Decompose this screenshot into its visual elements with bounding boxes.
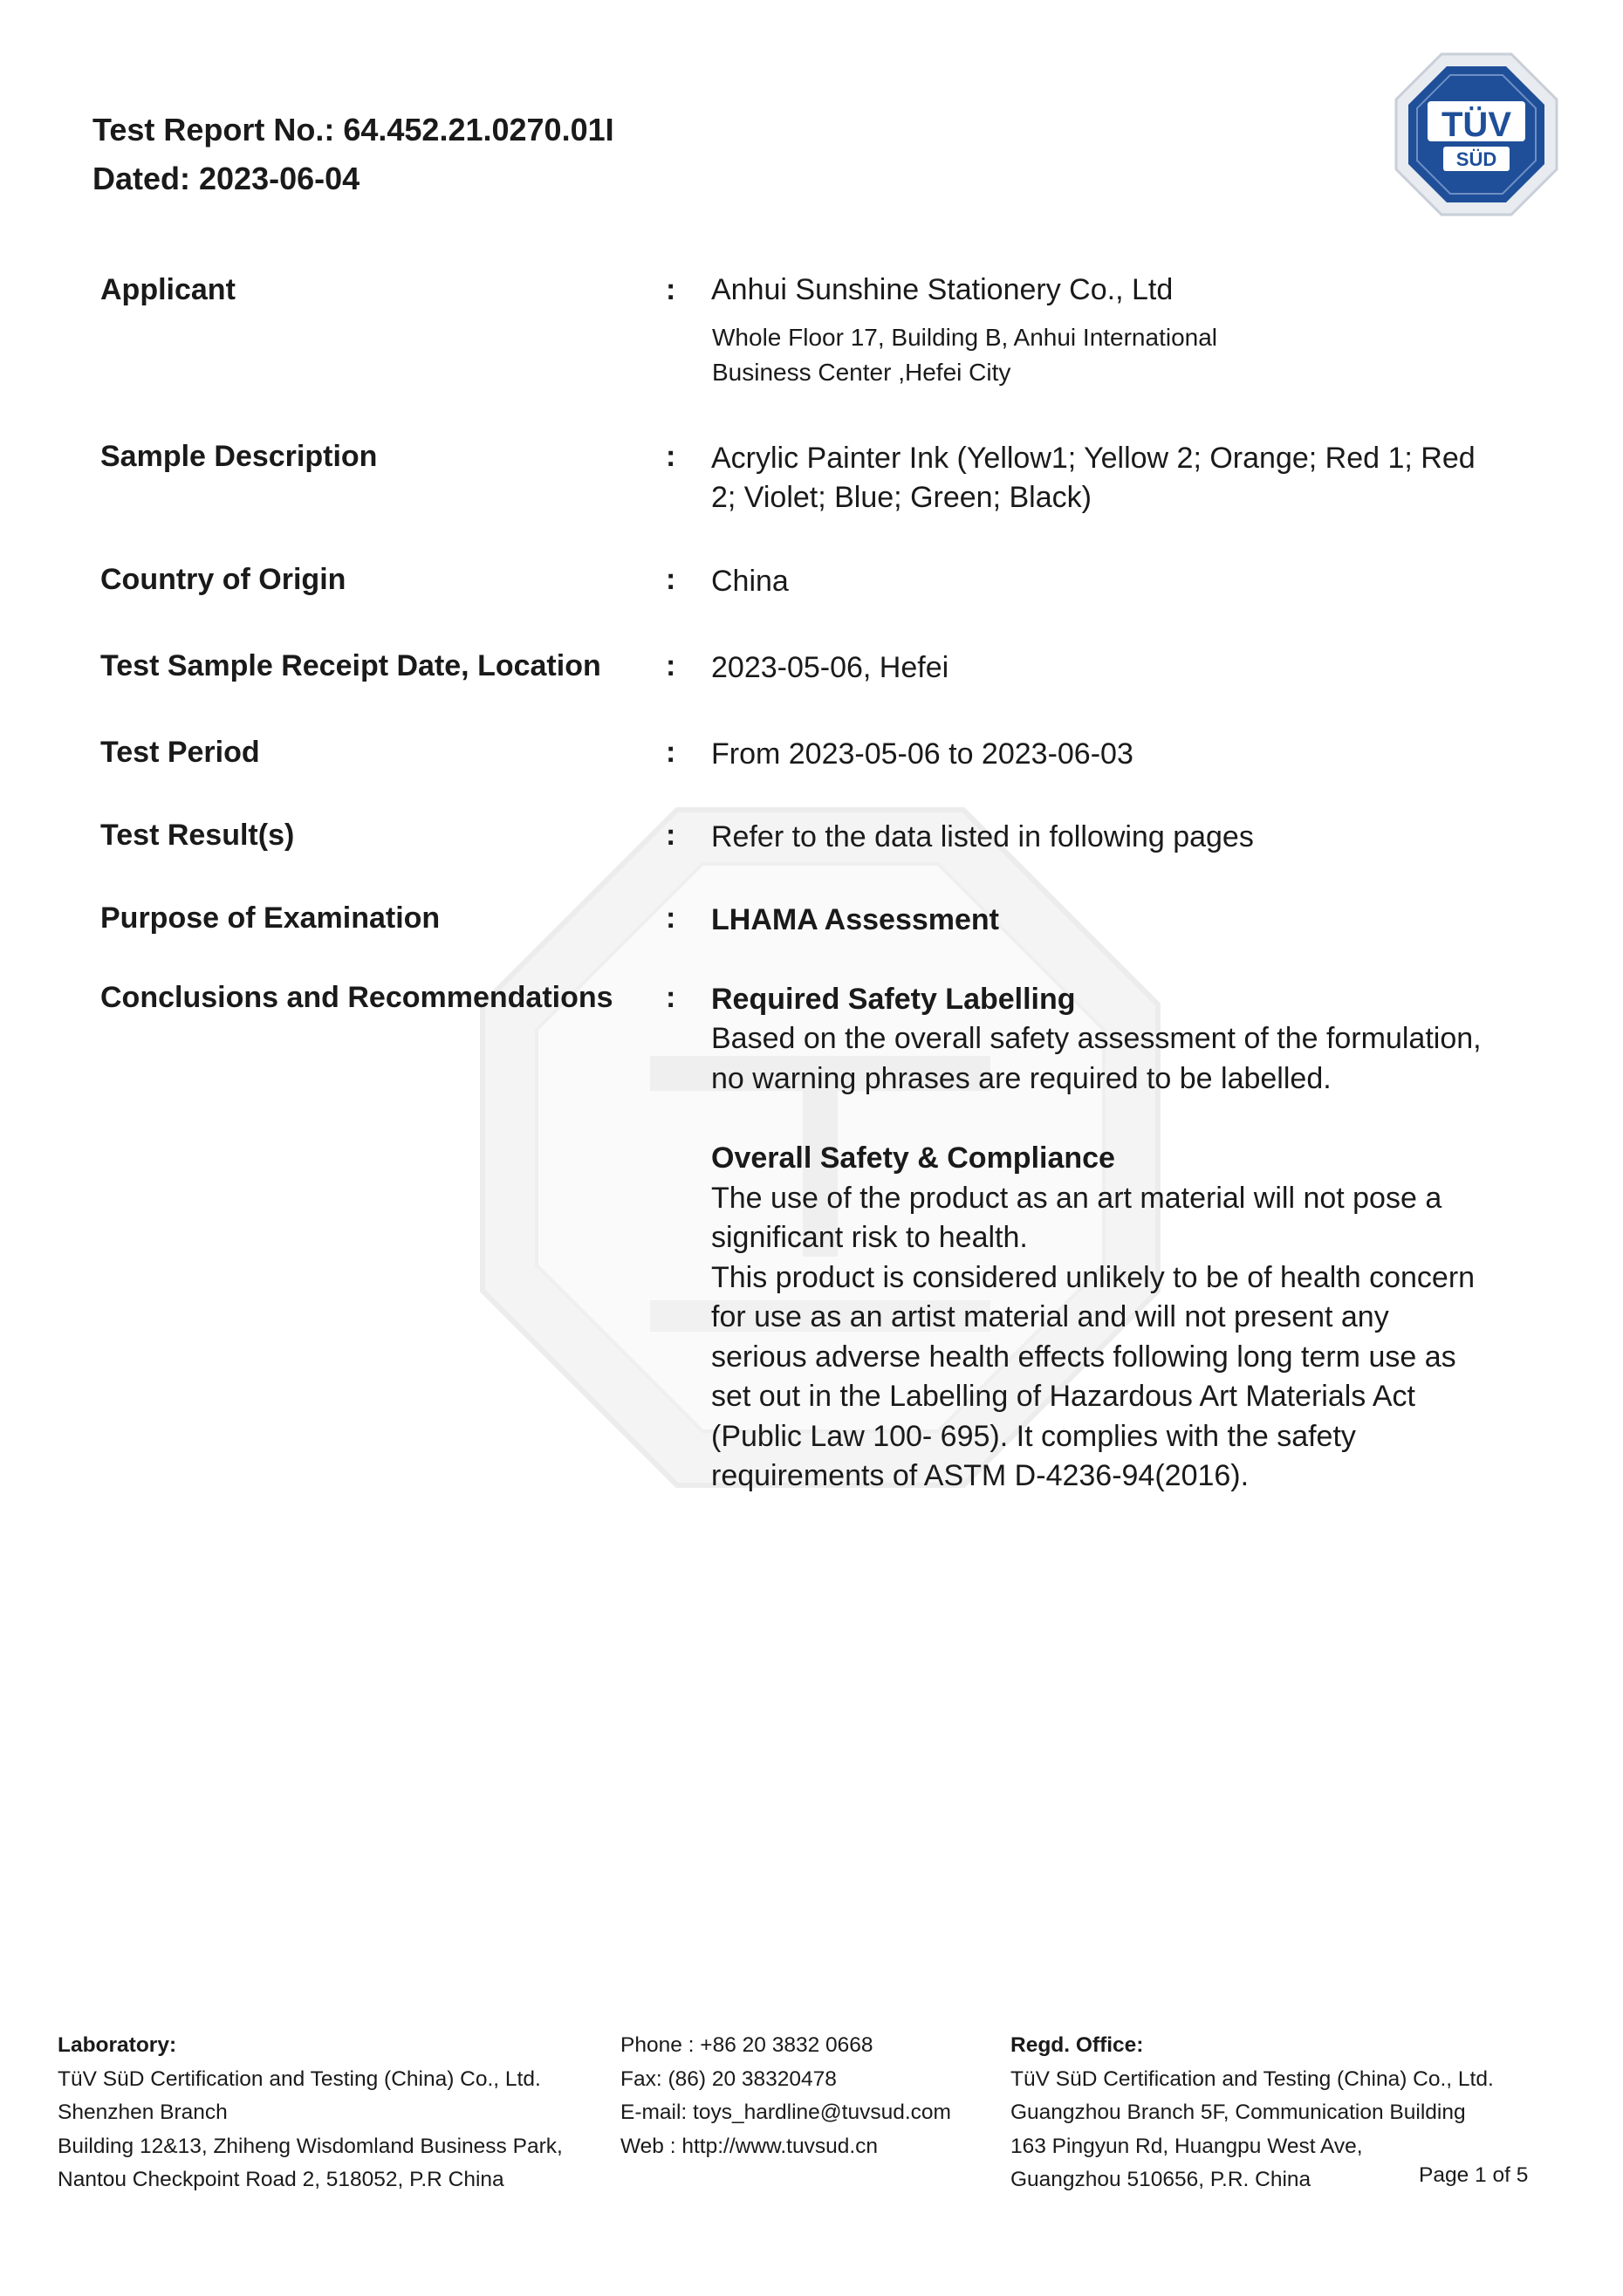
footer-laboratory-title: Laboratory: [58, 2033, 177, 2057]
footer-office-title: Regd. Office: [1010, 2033, 1144, 2057]
footer-office-line: 163 Pingyun Rd, Huangpu West Ave, [1010, 2134, 1363, 2158]
conclusions-colon: : [666, 981, 676, 1014]
conclusions-text2-line: significant risk to health. [711, 1221, 1028, 1254]
purpose-colon: : [666, 901, 676, 935]
test-period-value: From 2023-05-06 to 2023-06-03 [711, 737, 1133, 771]
footer-phone: Phone : +86 20 3832 0668 [620, 2033, 873, 2057]
conclusions-text2-line: for use as an artist material and will not present any [711, 1300, 1389, 1333]
purpose-label: Purpose of Examination [100, 901, 441, 935]
applicant-address-line1: Whole Floor 17, Building B, Anhui International [712, 324, 1218, 351]
conclusions-text2-line: (Public Law 100- 695). It complies with the safety [711, 1420, 1356, 1453]
sample-description-line2: 2; Violet; Blue; Green; Black) [711, 481, 1092, 514]
footer-fax: Fax: (86) 20 38320478 [620, 2066, 837, 2091]
footer-laboratory [58, 2029, 563, 2197]
applicant-colon: : [666, 273, 676, 306]
purpose-value: LHAMA Assessment [711, 903, 1000, 936]
sample-description-line1: Acrylic Painter Ink (Yellow1; Yellow 2; Orange; Red 1; Red [711, 442, 1476, 475]
conclusions-text2-line: This product is considered unlikely to be of health concern [711, 1261, 1476, 1294]
test-results-label: Test Result(s) [100, 819, 295, 852]
applicant-name: Anhui Sunshine Stationery Co., Ltd [711, 273, 1174, 306]
test-period-colon: : [666, 736, 676, 769]
conclusions-text1-line2: no warning phrases are required to be labelled. [711, 1062, 1332, 1095]
country-of-origin-value: China [711, 565, 789, 598]
receipt-value: 2023-05-06, Hefei [711, 651, 949, 684]
footer-office-line: Guangzhou Branch 5F, Communication Building [1010, 2101, 1466, 2124]
footer-office-line: TüV SüD Certification and Testing (China) Co., Ltd. [1010, 2066, 1494, 2091]
logo-text-sud: SÜD [1455, 148, 1497, 170]
footer-laboratory-line: Nantou Checkpoint Road 2, 518052, P.R China [58, 2168, 504, 2191]
receipt-colon: : [666, 649, 676, 682]
applicant-address-line2: Business Center ,Hefei City [712, 359, 1011, 386]
country-of-origin-colon: : [666, 563, 676, 596]
page-number: Page 1 of 5 [1419, 2163, 1529, 2187]
conclusions-heading-safety-labelling: Required Safety Labelling [711, 983, 1076, 1016]
footer-email[interactable]: E-mail: toys_hardline@tuvsud.com [620, 2101, 951, 2124]
conclusions-label: Conclusions and Recommendations [100, 981, 613, 1014]
conclusions-text2-line: serious adverse health effects following long term use as [711, 1340, 1456, 1374]
test-period-label: Test Period [100, 736, 260, 769]
footer-contact [620, 2029, 951, 2163]
footer-laboratory-line: TüV SüD Certification and Testing (China) Co., Ltd. [58, 2066, 541, 2091]
logo-text-tuv: TÜV [1442, 106, 1511, 144]
sample-description-colon: : [666, 440, 676, 473]
report-number: Test Report No.: 64.452.21.0270.01I [92, 112, 614, 147]
footer-laboratory-line: Building 12&13, Zhiheng Wisdomland Business Park, [58, 2134, 563, 2158]
test-results-value: Refer to the data listed in following pages [711, 820, 1254, 853]
footer-web[interactable]: Web : http://www.tuvsud.cn [620, 2134, 879, 2158]
receipt-label: Test Sample Receipt Date, Location [100, 649, 601, 682]
conclusions-heading-overall-safety: Overall Safety & Compliance [711, 1141, 1115, 1175]
tuv-sud-logo [1393, 51, 1560, 218]
conclusions-text2-line: set out in the Labelling of Hazardous Art Materials Act [711, 1380, 1416, 1413]
footer-laboratory-line: Shenzhen Branch [58, 2101, 228, 2124]
sample-description-label: Sample Description [100, 440, 378, 473]
conclusions-text1-line1: Based on the overall safety assessment of the formulation, [711, 1022, 1482, 1055]
conclusions-text2-line: requirements of ASTM D-4236-94(2016). [711, 1459, 1250, 1492]
report-date: Dated: 2023-06-04 [92, 161, 360, 196]
country-of-origin-label: Country of Origin [100, 563, 346, 596]
conclusions-text2-line: The use of the product as an art material will not pose a [711, 1182, 1442, 1215]
footer-office-line: Guangzhou 510656, P.R. China [1010, 2168, 1311, 2191]
applicant-label: Applicant [100, 273, 236, 306]
test-results-colon: : [666, 819, 676, 852]
